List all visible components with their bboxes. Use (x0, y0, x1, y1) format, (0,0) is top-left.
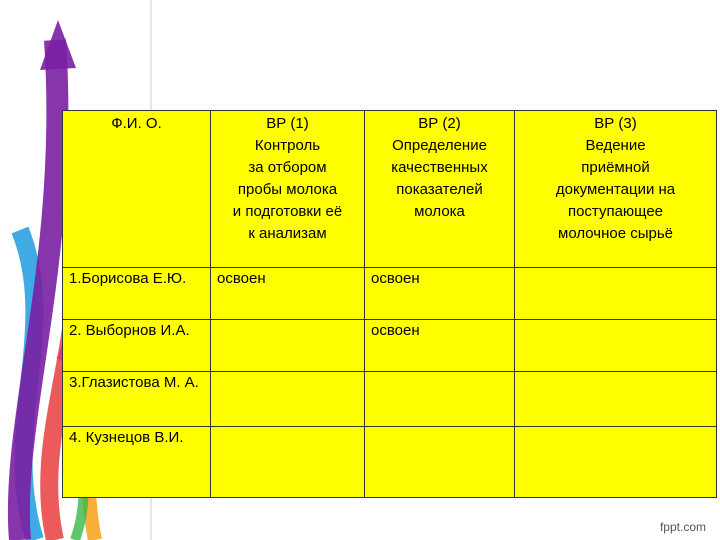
row-vr1 (211, 372, 365, 427)
header-line: Ф.И. О. (111, 115, 162, 132)
competency-table (62, 110, 717, 498)
header-line: ВР (3) (594, 115, 637, 132)
header-line: ВР (2) (418, 115, 461, 132)
header-line: Ведение (585, 137, 646, 154)
header-line: за отбором (248, 159, 327, 176)
header-vr3 (515, 111, 717, 268)
table-row (63, 372, 717, 427)
header-vr1 (211, 111, 365, 268)
table-row (63, 427, 717, 498)
row-vr3 (515, 320, 717, 372)
row-vr3 (515, 372, 717, 427)
row-name: 2. Выборнов И.А. (63, 320, 211, 372)
header-line: ВР (1) (266, 115, 309, 132)
row-vr1: освоен (211, 268, 365, 320)
header-line: показателей (396, 181, 483, 198)
table-row (63, 320, 717, 372)
fppt-logo: fppt.com (659, 520, 706, 534)
row-name: 1.Борисова Е.Ю. (63, 268, 211, 320)
row-vr3 (515, 268, 717, 320)
header-line: качественных (391, 159, 488, 176)
header-line: Контроль (254, 137, 321, 154)
header-line: приёмной (581, 159, 650, 176)
table-row (63, 268, 717, 320)
header-line: и подготовки её (232, 203, 343, 220)
row-vr1 (211, 320, 365, 372)
header-line: молочное сырьё (558, 225, 673, 242)
row-vr2: освоен (365, 268, 515, 320)
row-vr2: освоен (365, 320, 515, 372)
header-fio (63, 111, 211, 268)
header-line: пробы молока (237, 181, 338, 198)
row-vr2 (365, 427, 515, 498)
header-line: к анализам (248, 225, 327, 242)
row-vr1 (211, 427, 365, 498)
header-vr2 (365, 111, 515, 268)
row-name: 3.Глазистова М. А. (63, 372, 211, 427)
header-line: документации на (555, 181, 676, 198)
row-vr3 (515, 427, 717, 498)
header-line: поступающее (567, 203, 664, 220)
row-name: 4. Кузнецов В.И. (63, 427, 211, 498)
header-line: молока (414, 203, 465, 220)
header-line: Определение (392, 137, 487, 154)
row-vr2 (365, 372, 515, 427)
table-header-row (63, 111, 717, 268)
